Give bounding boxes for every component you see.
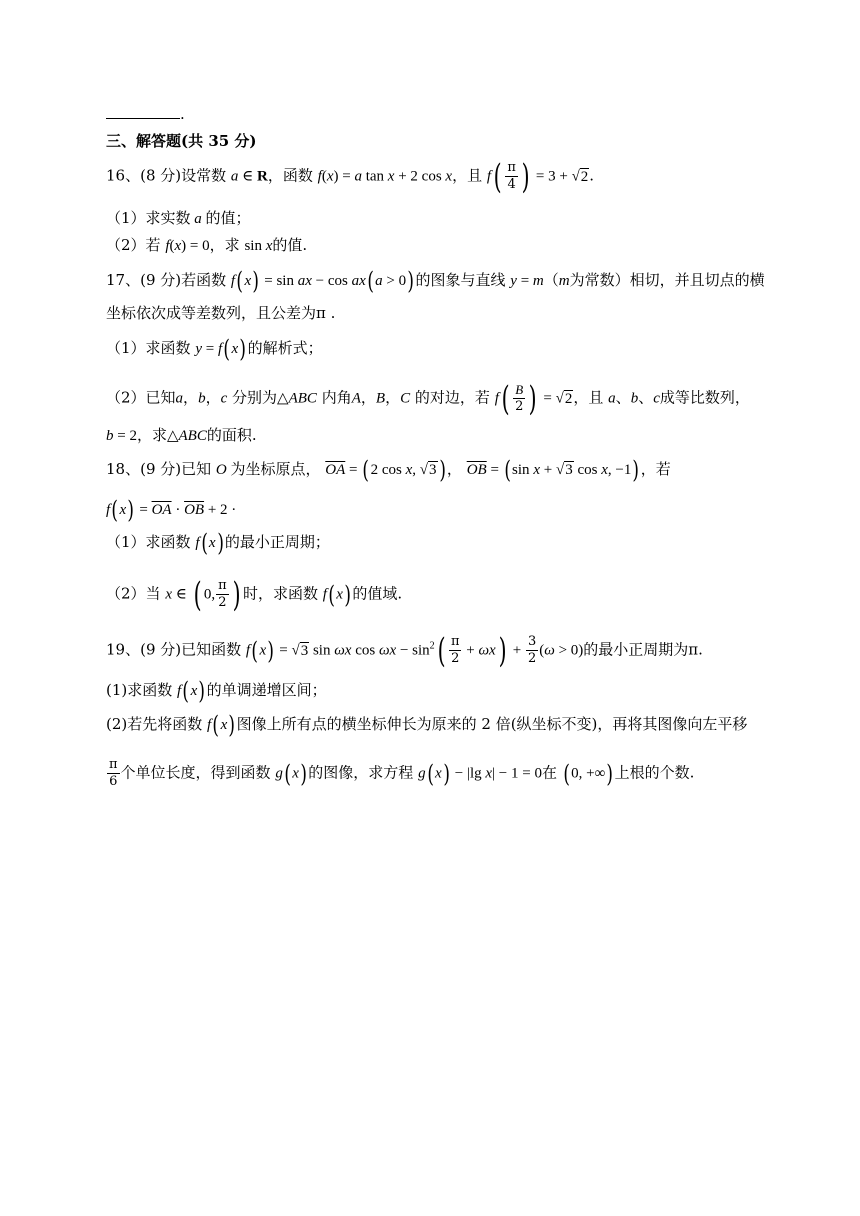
question-17-part-2-line-2: b = 2，求△ABC的面积. [106,426,257,444]
question-17-part-2: （2）已知a，b，c 分别为△ABC 内角A，B，C 的对边，若 f( $\frac{B}{2}$ ) = √2，且 a、b、c成等比数列， [106,378,750,419]
question-19-stem: 19、(9 分)已知函数 f(x) = √3 sin ωx $\cos \omega x - \sin^2$( $\frac{\pi}{2}$ + ωx) + $\frac{3}{2}$ (ω > 0)的最小正周期为π. [106,630,703,671]
question-18-part-1: （1）求函数 f(x)的最小正周期； [106,529,330,557]
question-16-part-1: （1）求实数 a 的值； [106,209,251,227]
question-17-stem: 17、(9 分)若函数 f(x) = sin ax − cos ax(a > 0)的图象与直线 y = m（m为常数）相切，并且切点的横 [106,267,765,295]
question-18-part-2: （2）当 x ∈ ( 0, $\frac{\pi}{2}$ ) 时，求函数 f(x)的值域. [106,574,403,615]
section-heading: 三、解答题(共 35 分) [106,132,257,150]
question-16-stem: 16、(8 分)设常数 a ∈ R，函数 f(x) = a tan x + 2 cos x，且 f( $\frac{\pi}{4}$ ) = 3 + √2. [106,156,595,197]
answer-blank-line: . [106,104,185,124]
question-19-part-2: (2)若先将函数 f(x)图像上所有点的横坐标伸长为原来的 2 倍(纵坐标不变)，再将其图像向左平移 [106,711,748,739]
question-18-stem: 18、(9 分)已知 O 为坐标原点， $\overline{OA} = (2$ cos x, √3 )， $\overline{OB} = (\sin$ x + √3 cos x, −1)，若 [106,456,671,484]
question-19-part-1: (1)求函数 f(x)的单调递增区间； [106,677,327,705]
question-17-stem-line-2: 坐标依次成等差数列，且公差为π . [106,304,336,322]
question-16-part-2: （2）若 f(x) = 0，求 sin x的值. [106,236,308,254]
question-17-part-1: （1）求函数 y = f(x)的解析式； [106,335,323,363]
blank [106,106,180,119]
question-18-definition: $f(x) = \overline{OA} \cdot \overline{OB} + 2$ · [106,496,237,524]
question-19-part-2-line-2: $\frac{\pi}{6}$ 个单位长度，得到函数 g(x)的图像，求方程 g(x) − |lg x| − 1 = 0在 (0, +∞)上根的个数. [109,757,695,789]
